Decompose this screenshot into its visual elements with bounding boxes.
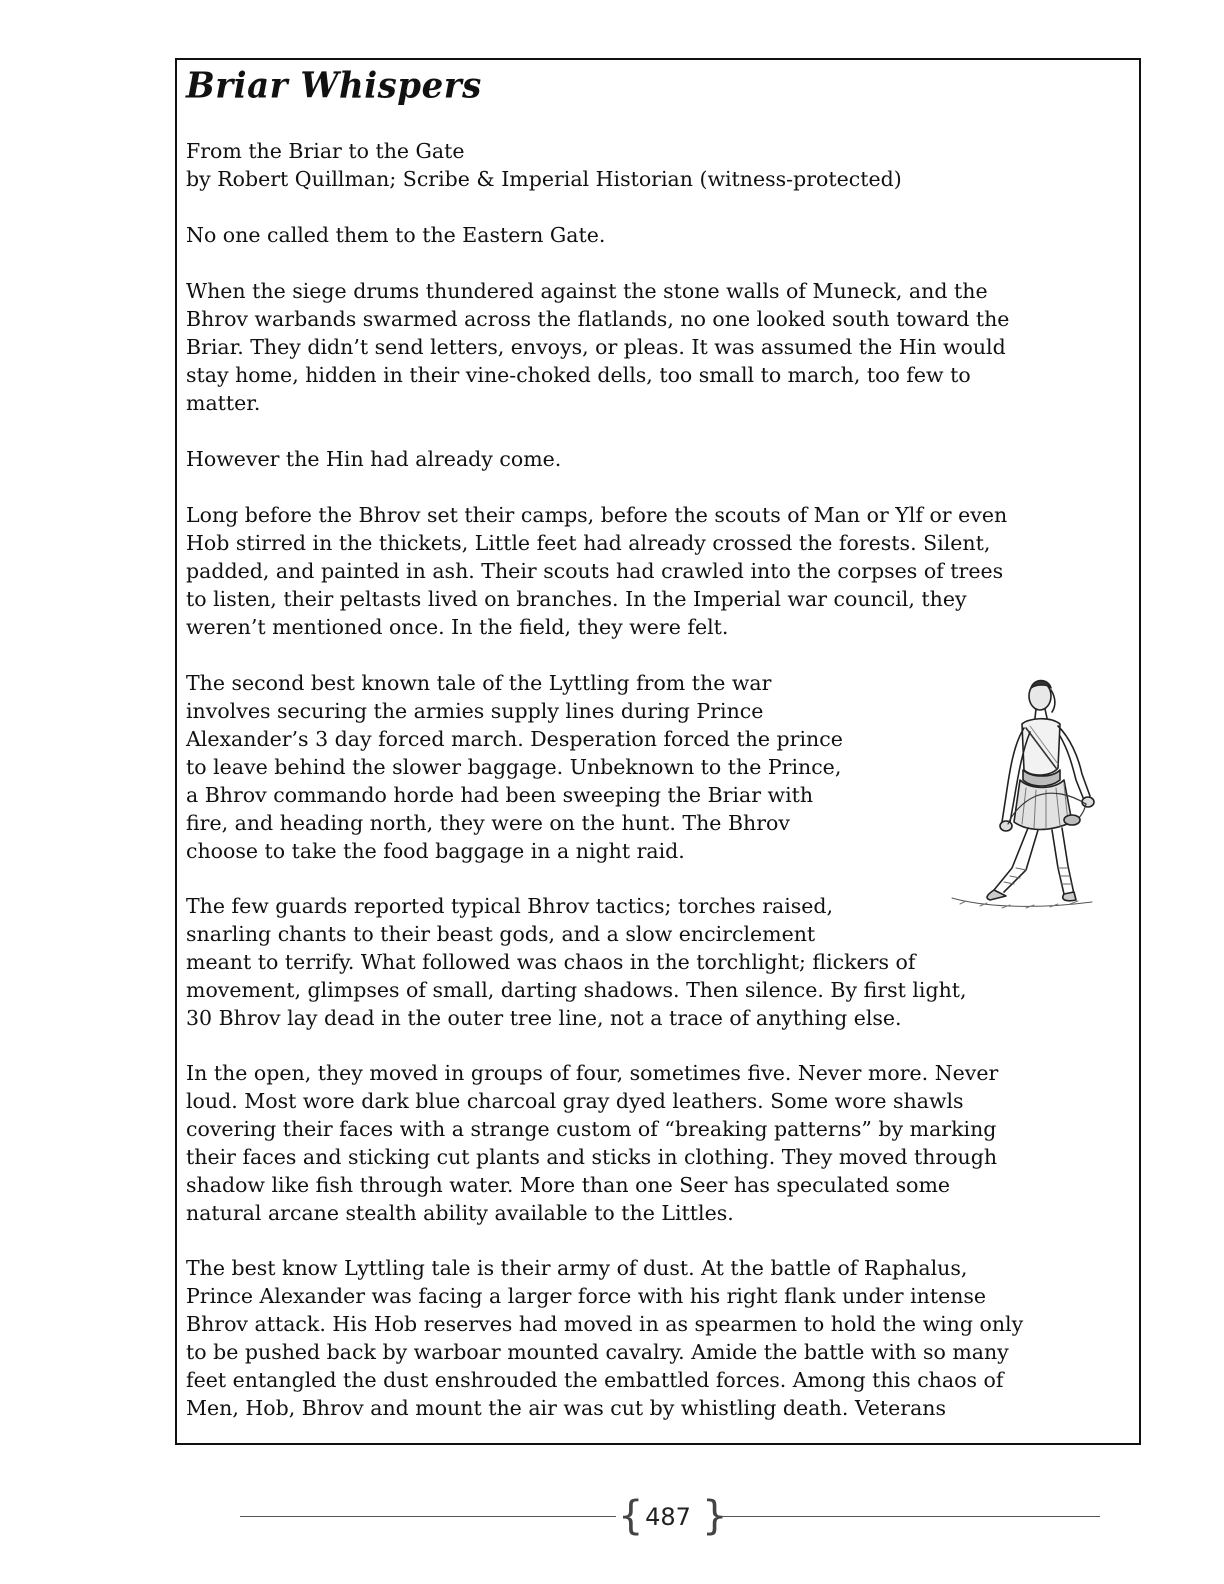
text-line: Bhrov warbands swarmed across the flatlands, no one looked south toward the [186,307,1010,331]
text-line: 30 Bhrov lay dead in the outer tree line, not a trace of anything else. [186,1006,902,1030]
left-brace-icon: { [618,1493,644,1539]
text-line: In the open, they moved in groups of four, sometimes five. Never more. Never [186,1061,999,1085]
paragraph-3 [186,445,1136,473]
text-line: padded, and painted in ash. Their scouts had crawled into the corpses of trees [186,559,1004,583]
paragraph-4 [186,501,1136,641]
text-line: meant to terrify. What followed was chaos in the torchlight; flickers of [186,950,916,974]
text-line: Prince Alexander was facing a larger force with his right flank under intense [186,1284,987,1308]
paragraph-7 [186,1059,1136,1227]
text-line: natural arcane stealth ability available to the Littles. [186,1201,734,1225]
text-line: No one called them to the Eastern Gate. [186,223,606,247]
article-byline: by Robert Quillman; Scribe & Imperial Historian (witness-protected) [186,167,902,191]
text-line: Men, Hob, Bhrov and mount the air was cut by whistling death. Veterans [186,1396,947,1420]
right-brace-icon: } [702,1493,728,1539]
paragraph-8 [186,1254,1136,1422]
text-line: weren’t mentioned once. In the field, they were felt. [186,615,729,639]
text-line: Alexander’s 3 day forced march. Desperation forced the prince [186,727,843,751]
text-line: feet entangled the dust enshrouded the embattled forces. Among this chaos of [186,1368,1004,1392]
text-line: covering their faces with a strange custom of “breaking patterns” by marking [186,1117,997,1141]
text-line: shadow like fish through water. More than one Seer has speculated some [186,1173,951,1197]
text-line: fire, and heading north, they were on the hunt. The Bhrov [186,811,790,835]
footer-rule-left [240,1516,616,1517]
text-line: Briar. They didn’t send letters, envoys, or pleas. It was assumed the Hin would [186,335,1006,359]
page-title: Briar Whispers [186,65,482,107]
slinger-illustration [940,672,1100,920]
paragraph-1 [186,221,1136,249]
text-line: matter. [186,391,261,415]
text-line: choose to take the food baggage in a night raid. [186,839,685,863]
text-line: The best know Lyttling tale is their army of dust. At the battle of Raphalus, [186,1256,968,1280]
text-line: Bhrov attack. His Hob reserves had moved in as spearmen to hold the wing only [186,1312,1024,1336]
text-line: to leave behind the slower baggage. Unbeknown to the Prince, [186,755,842,779]
text-line: The few guards reported typical Bhrov tactics; torches raised, [186,894,834,918]
article-subtitle: From the Briar to the Gate [186,139,465,163]
text-line: Hob stirred in the thickets, Little feet had already crossed the forests. Silent, [186,531,991,555]
text-line: The second best known tale of the Lyttling from the war [186,671,772,695]
text-line: a Bhrov commando horde had been sweeping the Briar with [186,783,814,807]
article-heading [186,137,1136,193]
footer-rule-right [722,1516,1100,1517]
text-line: snarling chants to their beast gods, and a slow encirclement [186,922,816,946]
paragraph-5 [186,669,926,865]
text-line: Long before the Bhrov set their camps, before the scouts of Man or Ylf or even [186,503,1008,527]
text-line: movement, glimpses of small, darting shadows. Then silence. By first light, [186,978,967,1002]
text-line: their faces and sticking cut plants and sticks in clothing. They moved through [186,1145,998,1169]
text-line: loud. Most wore dark blue charcoal gray dyed leathers. Some wore shawls [186,1089,964,1113]
page-number: 487 [645,1503,691,1531]
text-line: When the siege drums thundered against the stone walls of Muneck, and the [186,279,988,303]
text-line: to listen, their peltasts lived on branches. In the Imperial war council, they [186,587,967,611]
text-line: involves securing the armies supply lines during Prince [186,699,764,723]
text-line: stay home, hidden in their vine-choked dells, too small to march, too few to [186,363,971,387]
paragraph-2 [186,277,1136,417]
text-line: to be pushed back by warboar mounted cavalry. Amide the battle with so many [186,1340,1009,1364]
text-line: However the Hin had already come. [186,447,562,471]
